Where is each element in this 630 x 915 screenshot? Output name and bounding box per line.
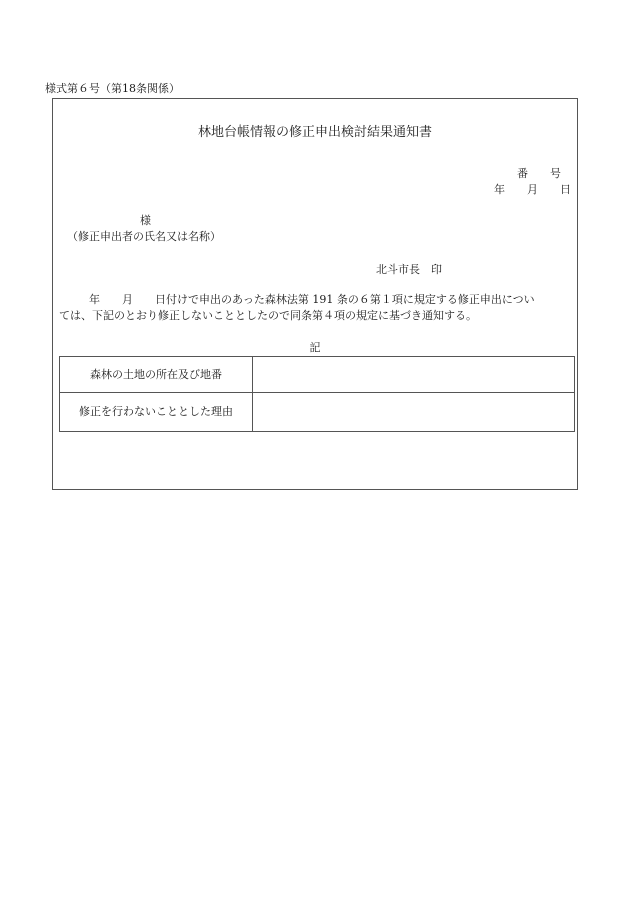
table-value-cell [253, 393, 575, 432]
document-number-line: 番 号 [517, 167, 561, 180]
table-value-cell [253, 357, 575, 393]
addressee-name-placeholder: （修正申出者の氏名又は名称） [67, 230, 221, 243]
form-number-label: 様式第６号（第18条関係） [45, 82, 180, 95]
table-row [60, 357, 575, 393]
addressee-honorific: 様 [140, 214, 151, 227]
table-label-cell: 修正を行わないこととした理由 [60, 393, 253, 432]
document-title: 林地台帳情報の修正申出検討結果通知書 [197, 125, 432, 140]
body-text-line-1: 年 月 日付けで申出のあった森林法第 191 条の６第１項に規定する修正申出につい [89, 293, 535, 306]
table-row [60, 393, 575, 432]
sender-mayor-seal: 北斗市長 印 [376, 263, 442, 276]
ki-notation: 記 [309, 341, 321, 354]
document-frame [52, 98, 578, 490]
document-date-line: 年 月 日 [494, 183, 571, 196]
body-text-line-2: ては、下記のとおり修正しないこととしたので同条第４項の規定に基づき通知する。 [59, 309, 477, 322]
detail-table [59, 356, 575, 432]
table-label-cell: 森林の土地の所在及び地番 [60, 357, 253, 393]
